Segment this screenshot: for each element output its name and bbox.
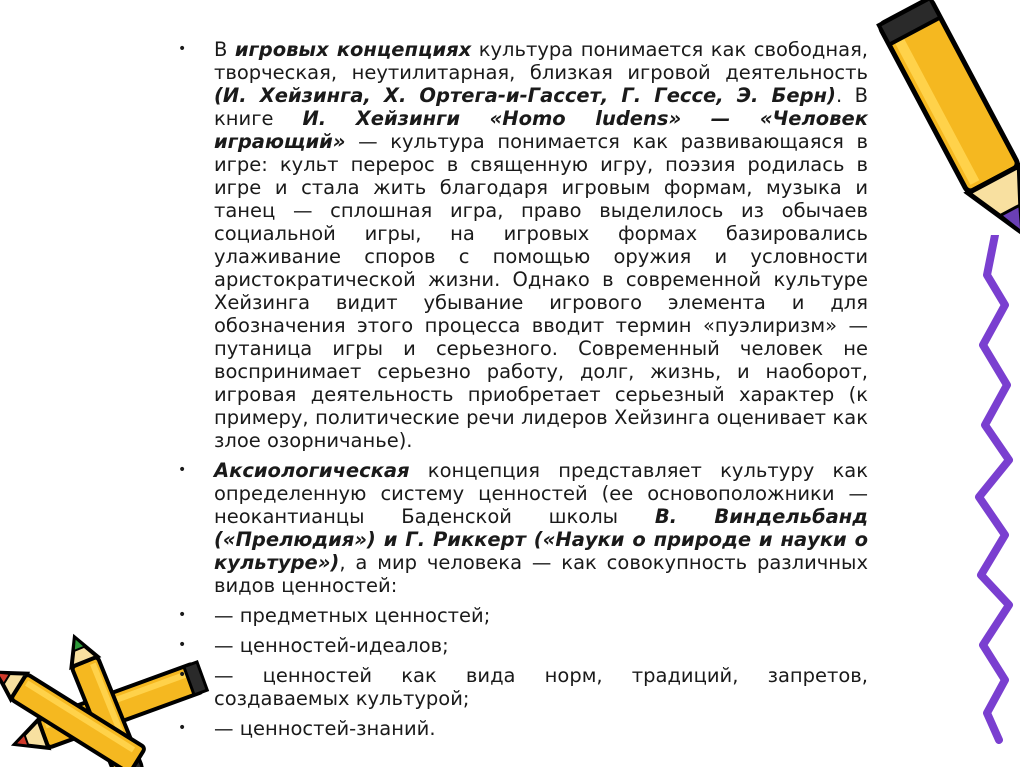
text-run: . В книге bbox=[214, 84, 869, 130]
bullet-marker: • bbox=[178, 462, 187, 478]
pencil-top-right-icon bbox=[860, 0, 1020, 250]
bullet-text bbox=[214, 459, 868, 597]
emphasized-text-run: (И. Хейзинга, Х. Ортега-и-Гассет, Г. Гессе, Э. Берн) bbox=[214, 84, 836, 107]
bullet-text bbox=[214, 38, 868, 452]
bullet-marker: • bbox=[178, 637, 187, 653]
bullet-marker: • bbox=[178, 41, 187, 57]
bullet-item bbox=[178, 604, 868, 627]
bullet-marker: • bbox=[178, 667, 187, 683]
bullet-item bbox=[178, 634, 868, 657]
text-run: — предметных ценностей; bbox=[214, 604, 491, 627]
bullet-marker: • bbox=[178, 720, 187, 736]
bullet-text bbox=[214, 664, 868, 710]
bullet-text bbox=[214, 604, 868, 627]
text-run: — ценностей-идеалов; bbox=[214, 634, 449, 657]
bullet-item bbox=[178, 38, 868, 452]
bullet-marker: • bbox=[178, 607, 187, 623]
emphasized-text-run: игровых концепциях bbox=[234, 38, 472, 61]
text-run: культура понимается как свободная, творческая, неутилитарная, близкая игровой деятельность bbox=[214, 38, 868, 84]
text-run: , а мир человека — как совокупность различных видов ценностей: bbox=[214, 551, 868, 597]
slide-bullet-list bbox=[178, 38, 868, 747]
text-run: — ценностей-знаний. bbox=[214, 717, 436, 740]
emphasized-text-run: В. Виндельбанд («Прелюдия») и Г. Риккерт («Науки о природе и науки о культуре») bbox=[214, 505, 868, 574]
emphasized-text-run: И. Хейзинги «Homo ludens» — «Человек играющий» bbox=[214, 107, 868, 153]
bullet-text bbox=[214, 634, 868, 657]
bullet-item bbox=[178, 664, 868, 710]
text-run: — ценностей как вида норм, традиций, запретов, создаваемых культурой; bbox=[214, 664, 868, 710]
text-run: концепция представляет культуру как определенную систему ценностей (ее основоположники — неокантианцы Баденской школы bbox=[214, 459, 868, 528]
text-run: — культура понимается как развивающаяся в игре: культ перерос в священную игру, поэзия родилась в игре и стала жить благодаря игровым формам, музыка и танец — сплошная игра, право выделилось из обычаев социальной игры, на игровых формах базировались улаживание споров с помощью оружия и условности аристократической жизни. Однако в современной культуре Хейзинга видит убывание игрового элемента и для обозначения этого процесса вводит термин «пуэлиризм» — путаница игры и серьезного. Современный человек не воспринимает серьезно работу, долг, жизнь, и наоборот, игровая деятельность приобретает серьезный характер (к примеру, политические речи лидеров Хейзинга оценивает как злое озорничанье). bbox=[214, 130, 868, 452]
bullet-text bbox=[214, 717, 868, 740]
text-run: В bbox=[214, 38, 235, 61]
bullet-item bbox=[178, 717, 868, 740]
bullet-item bbox=[178, 459, 868, 597]
emphasized-text-run: Аксиологическая bbox=[214, 459, 410, 482]
purple-squiggle-line bbox=[965, 235, 1024, 745]
